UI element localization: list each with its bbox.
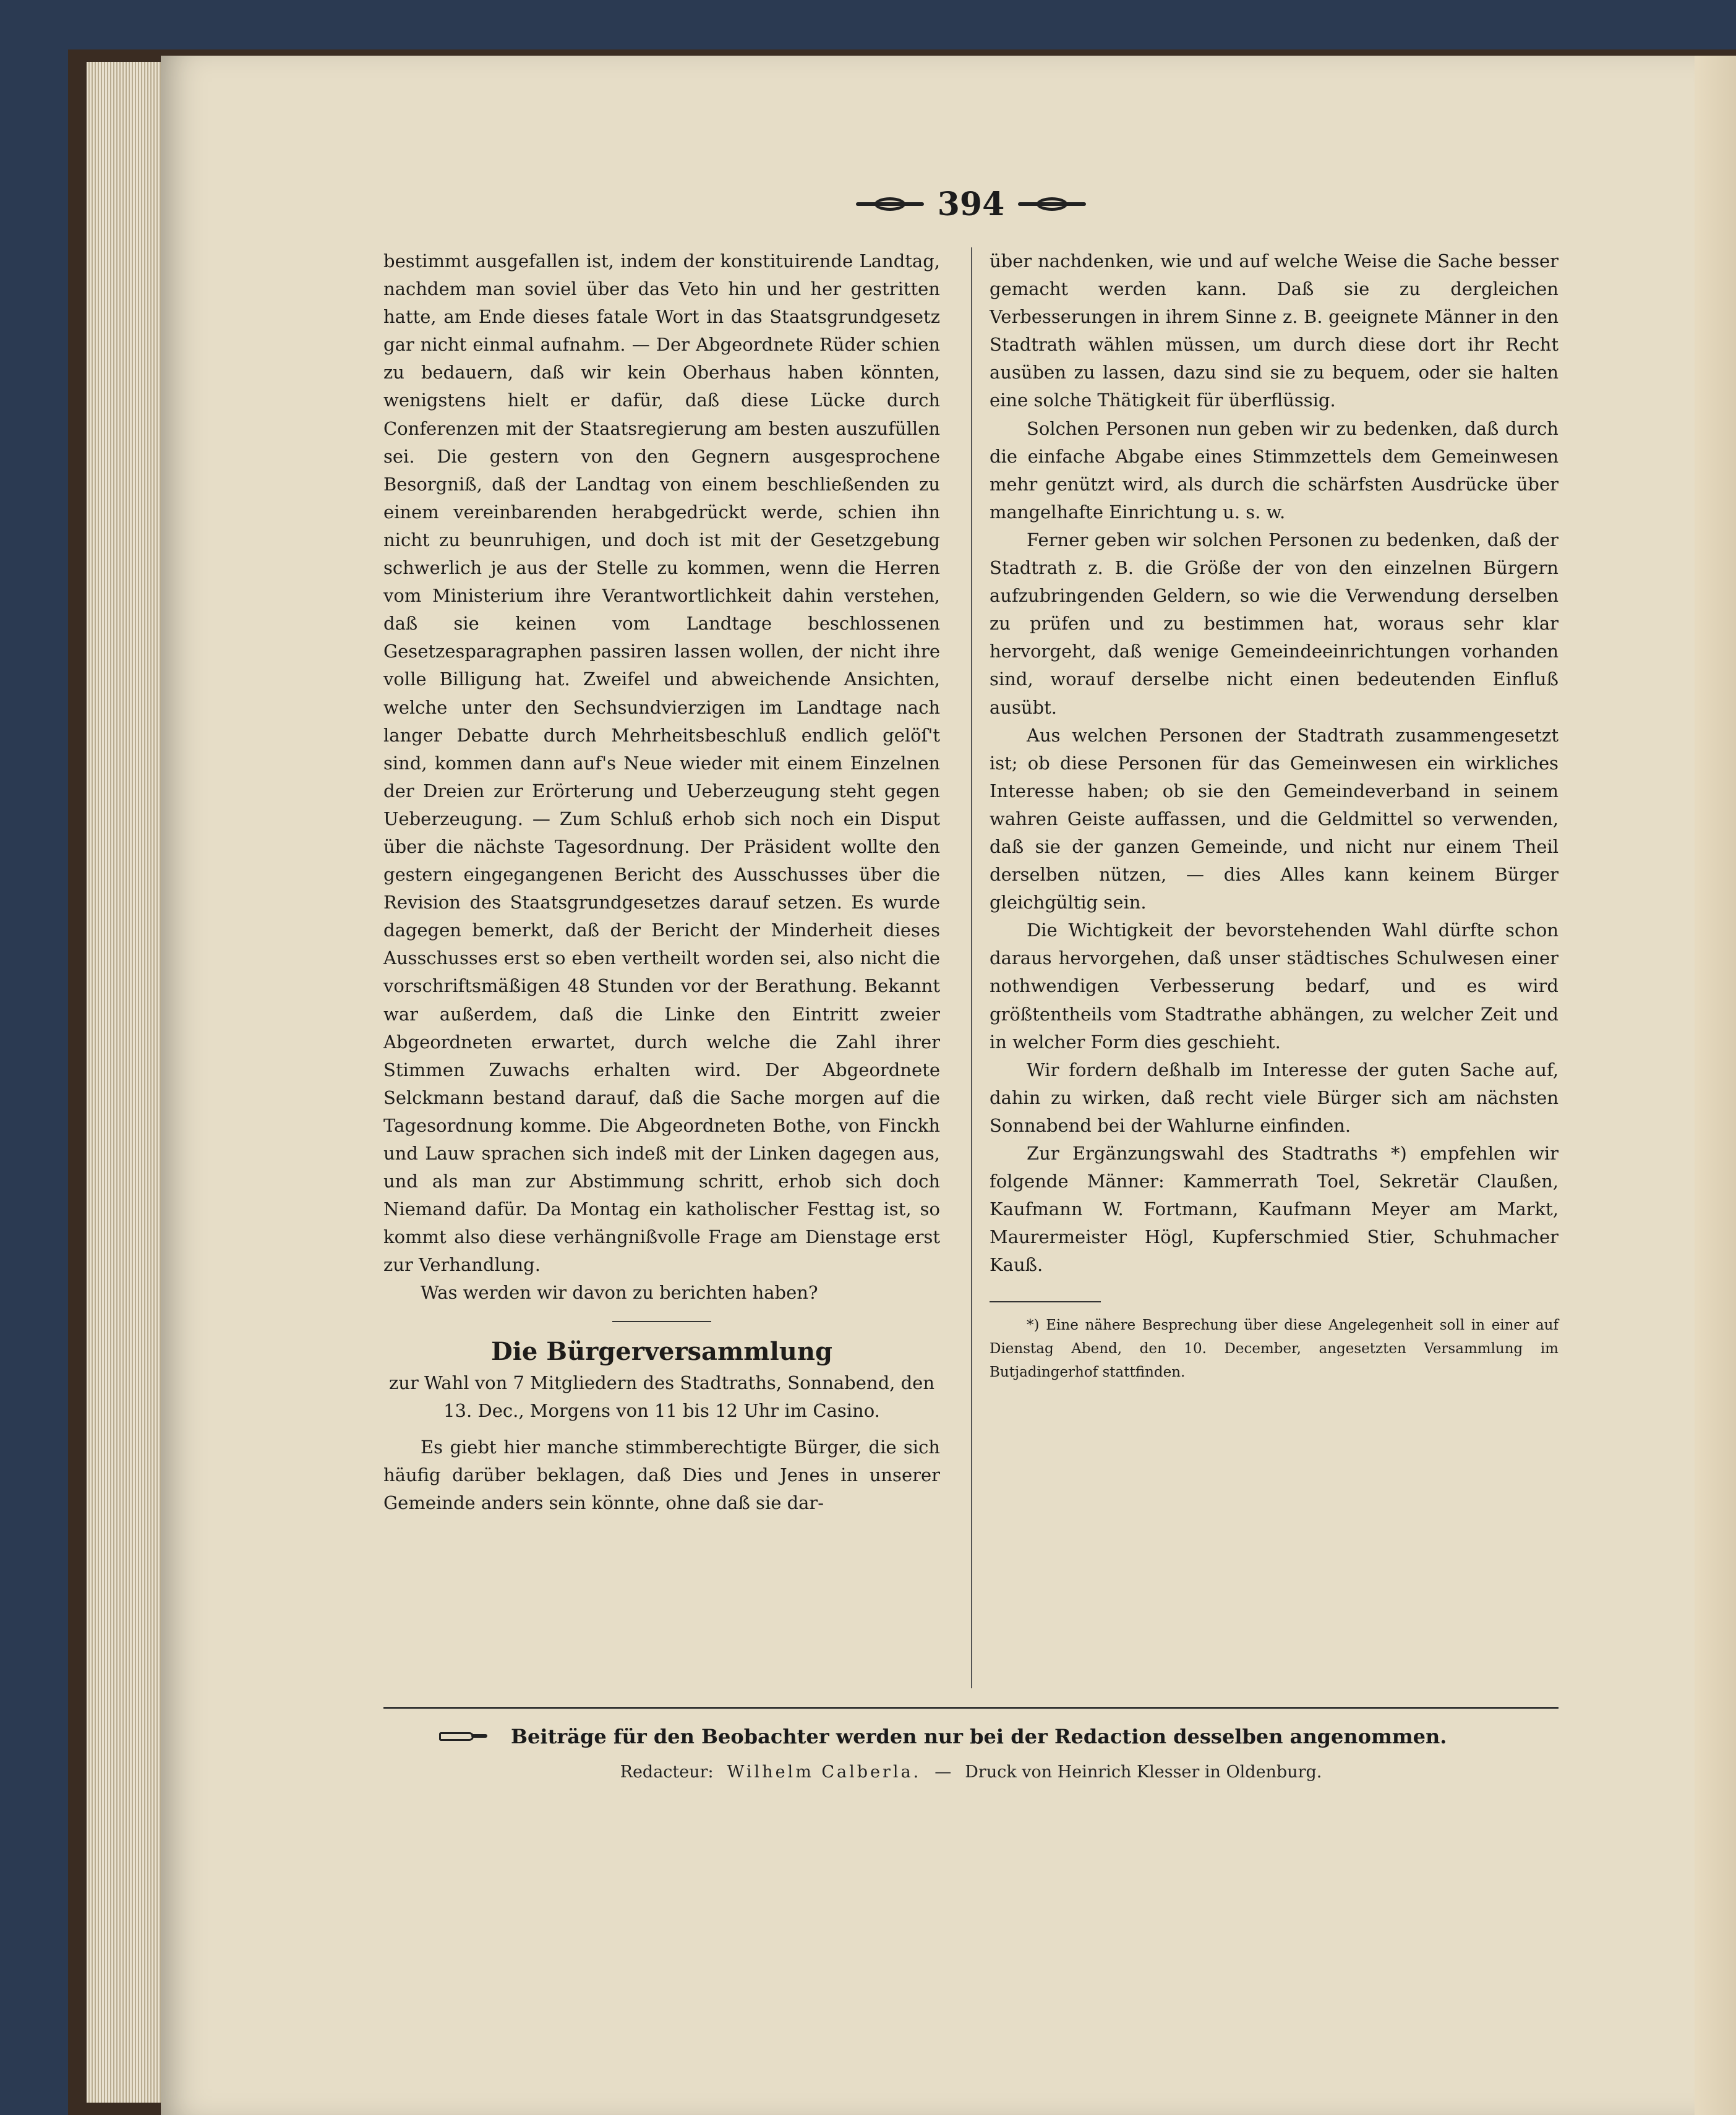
- right-ornament-icon: [1018, 196, 1086, 212]
- right-paragraph-6: Wir fordern deßhalb im Interesse der guten Sache auf, dahin zu wirken, daß recht viele Bürger sich am nächsten Sonnabend bei der Wahlurne einfinden.: [990, 1059, 1559, 1136]
- bottom-rule: [383, 1707, 1559, 1709]
- right-paragraph-2: Solchen Personen nun geben wir zu bedenken, daß durch die einfache Abgabe eines Stimmzettels dem Gemeinwesen mehr genützt wird, als durch die schärfsten Ausdrücke über mangelhafte Einrichtung u. s. w.: [990, 417, 1559, 523]
- notice-text: Beiträge für den Beobachter werden nur bei der Redaction desselben angenommen.: [511, 1725, 1447, 1748]
- left-paragraph-1: bestimmt ausgefallen ist, indem der konstituirende Landtag, nachdem man soviel über das Veto hin und her gestritten hatte, am Ende dieses fatale Wort in das Staatsgrundgesetz gar nicht einmal aufnahm. — Der Abgeordnete Rüder schien zu bedauern, daß wir kein Oberhaus haben könnten, wenigstens hielt er dafür, daß diese Lücke durch Conferenzen mit der Staatsregierung am besten auszufüllen sei. Die gestern von den Gegnern ausgesprochene Besorgniß, daß der Landtag von einem beschließenden zu einem vereinbarenden herabgedrückt werde, schien ihn nicht zu beunruhigen, und doch ist mit der Gesetzgebung schwerlich je aus der Stelle zu kommen, wenn die Herren vom Ministerium ihre Verantwortlichkeit dahin verstehen, daß sie keinen vom Landtage beschlossenen Gesetzesparagraphen passiren lassen wollen, der nicht ihre volle Billigung hat. Zweifel und abweichende Ansichten, welche unter den Sechsundvierzigen im Landtage nach langer Debatte durch Mehrheitsbeschluß endlich gelöſ't sind, kommen dann auf's Neue wieder mit einem Einzelnen der Dreien zur Erörterung und Ueberzeugung steht gegen Ueberzeugung. — Zum Schluß erhob sich noch ein Disput über die nächste Tagesordnung. Der Präsident wollte den gestern eingegangenen Bericht des Ausschusses über die Revision des Staatsgrundgesetzes darauf setzen. Es wurde dagegen bemerkt, daß der Bericht der Minderheit dieses Ausschusses erst so eben vertheilt worden sei, also nicht die vorschriftsmäßigen 48 Stunden vor der Berathung. Bekannt war außerdem, daß die Linke den Eintritt zweier Abgeordneten erwartet, durch welche die Zahl ihrer Stimmen Zuwachs erhalten wird. Der Abgeordnete Selckmann bestand darauf, daß die Sache morgen auf die Tagesordnung komme. Die Abgeordneten Bothe, von Finckh und Lauw sprachen sich indeß mit der Linken dagegen aus, und als man zur Abstimmung schritt, erhob sich doch Niemand dafür. Da Montag ein katholischer Festtag ist, so kommt also diese verhängnißvolle Frage am Dienstage erst zur Verhandlung.: [383, 250, 940, 1276]
- footnote-rule: [990, 1301, 1101, 1302]
- imprint: [383, 1762, 1559, 1790]
- pointing-hand-icon: [439, 1727, 489, 1746]
- imprint-separator: —: [934, 1762, 952, 1782]
- right-paragraph-7: Zur Ergänzungswahl des Stadtraths *) empfehlen wir folgende Männer: Kammerrath Toel, Sekretär Claußen, Kaufmann W. Fortmann, Kaufmann Meyer am Markt, Maurermeister Högl, Kupferschmied Stier, Schuhmacher Kauß.: [990, 1143, 1559, 1276]
- printer-line: Druck von Heinrich Klesser in Oldenburg.: [965, 1762, 1322, 1782]
- editor-name: Wilhelm Calberla.: [727, 1762, 921, 1782]
- right-paragraph-5: Die Wichtigkeit der bevorstehenden Wahl dürfte schon daraus hervorgehen, daß unser städtisches Schulwesen einer nothwendigen Verbesserung bedarf, und es wird größtentheils vom Stadtrathe abhängen, zu welcher Zeit und in welcher Form dies geschieht.: [990, 920, 1559, 1053]
- footnote: *) Eine nähere Besprechung über diese Angelegenheit soll in einer auf Dienstag Abend, den 10. December, angesetzten Versammlung im Butjadingerhof stattfinden.: [990, 1317, 1559, 1381]
- left-paragraph-2: Was werden wir davon zu berichten haben?: [421, 1282, 818, 1304]
- right-paragraph-4: Aus welchen Personen der Stadtrath zusammengesetzt ist; ob diese Personen für das Gemeinwesen ein wirkliches Interesse haben; ob sie den Gemeindeverband in seinem wahren Geiste auffassen, und die Geldmittel so verwenden, daß sie der ganzen Gemeinde, und nicht nur einem Theil derselben nützen, — dies Alles kann keinem Bürger gleichgültig sein.: [990, 724, 1559, 913]
- right-column: [990, 247, 1559, 1384]
- left-paragraph-3: Es giebt hier manche stimmberechtigte Bürger, die sich häufig darüber beklagen, daß Dies und Jenes in unserer Gemeinde anders sein könnte, ohne daß sie dar-: [383, 1436, 940, 1513]
- section-rule: [612, 1321, 711, 1322]
- article-heading: Die Bürgerversammlung: [491, 1336, 832, 1366]
- right-paragraph-3: Ferner geben wir solchen Personen zu bedenken, daß der Stadtrath z. B. die Größe der von den einzelnen Bürgern aufzubringenden Geldern, so wie die Verwendung derselben zu prüfen und zu bestimmen hat, woraus sehr klar hervorgeht, daß wenige Gemeindeeinrichtungen vorhanden sind, worauf derselbe nicht einen bedeutenden Einfluß ausübt.: [990, 529, 1559, 718]
- page-edges: [87, 62, 167, 2103]
- facing-page-edge: [1691, 56, 1736, 2115]
- left-ornament-icon: [856, 196, 924, 212]
- right-paragraph-1: über nachdenken, wie und auf welche Weise die Sache besser gemacht werden kann. Daß sie zu dergleichen Verbesserungen in ihrem Sinne z. B. geeignete Männer in den Stadtrath wählen müssen, um durch diese dort ihr Recht ausüben zu lassen, dazu sind sie zu bequem, oder sie halten eine solche Thätigkeit für überflüssig.: [990, 250, 1559, 411]
- article-subheading: zur Wahl von 7 Mitgliedern des Stadtraths, Sonnabend, den 13. Dec., Morgens von 11 bis 12 Uhr im Casino.: [388, 1372, 934, 1421]
- page-number: 394: [937, 185, 1005, 223]
- editor-label: Redacteur:: [620, 1762, 714, 1782]
- column-divider: [971, 247, 972, 1688]
- left-column: [383, 247, 940, 1517]
- submission-notice: [383, 1719, 1559, 1754]
- page-number-header: [853, 179, 1088, 229]
